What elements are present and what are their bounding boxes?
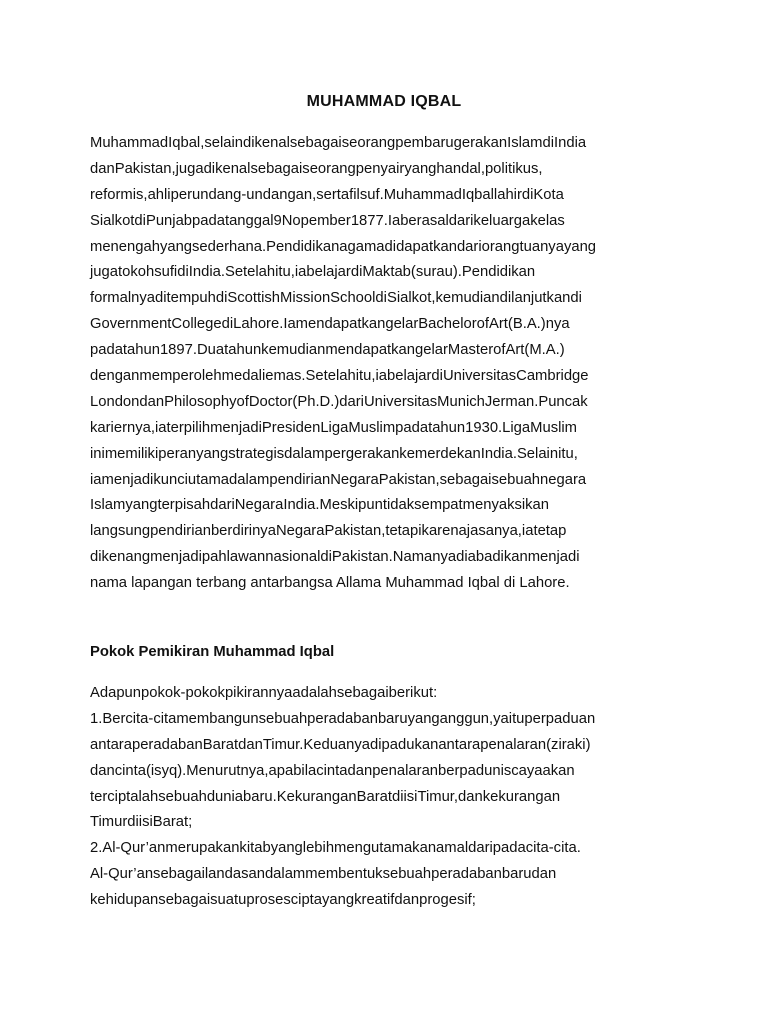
word: pada [395,419,429,436]
word: yang [407,710,440,727]
word: dilanjutkan [499,290,571,307]
word: Government [90,316,172,333]
paragraph-line [90,235,678,261]
paragraph-line [90,836,678,862]
word: lebih [302,840,335,857]
word: kelas [530,212,565,229]
paragraph-line [90,785,678,811]
word: peradaban [307,710,378,727]
word: Timur, [417,788,459,805]
word: sebagai [250,160,303,177]
word: di [215,290,228,307]
word: suatu [210,892,247,909]
word: 1877. [350,212,388,229]
word: proses [246,892,291,909]
word: Cambridge [516,368,589,385]
word: antara [438,736,481,753]
word: karena [421,523,467,540]
word: jasanya, [466,523,522,540]
word: menjadi [150,549,202,566]
word: agama [339,238,385,255]
word: Munich [437,393,485,410]
word: selain [204,135,243,151]
paragraph-line [90,862,678,888]
word: Muhammad [90,135,169,151]
word: memperoleh [139,368,222,385]
word: kunci [153,471,188,488]
intro-paragraph [90,131,678,597]
word: terpisah [157,497,211,514]
paragraph-line [90,468,678,494]
word: dalam [229,471,270,488]
word: di [570,290,582,307]
word: terciptalah [90,788,159,805]
word: di [521,186,534,203]
word: sebuah [491,471,541,488]
word: anggun, [439,710,494,727]
word: peradaban [431,866,502,883]
word: kemerdekan [399,445,481,462]
paragraph-line [90,364,678,390]
word: penyair [355,160,405,177]
word: merupakan [165,840,240,857]
word: amal [436,840,469,857]
word: Ia [283,316,296,333]
paragraph-line [90,312,678,338]
word: dalam [264,866,306,883]
word: Jerman. [484,393,539,410]
word: dari [339,393,364,410]
word: cita-cita. [525,840,581,857]
word: berdirinya [210,523,276,540]
word: yaitu [493,710,525,727]
word: perpaduan [524,710,596,727]
word: Iqbal, [168,135,205,151]
word: kemudian [261,342,326,359]
word: tahun [428,419,466,436]
word: pikirannya [224,685,293,701]
word: baru. [243,788,277,805]
paragraph-line [90,733,678,759]
word: menjadi [101,471,154,488]
word: India [554,135,587,151]
word: Muhammad [383,186,462,203]
word: Setelah [224,264,276,281]
word: sederhana. [192,238,267,255]
word: yang [159,238,193,255]
word: (Ph.D.) [292,393,340,410]
word: dan [139,393,165,410]
word: dan [531,866,557,883]
word: perundang-undangan, [170,186,317,203]
word: of [476,316,489,333]
word: gelar [415,342,448,359]
word: yang [322,892,355,909]
word: Sialkot [90,212,135,229]
word: gelar [385,316,419,333]
word: lahir [493,186,522,203]
word: pendirian [150,523,211,540]
word: antara [90,736,132,753]
word: London [90,393,140,410]
word: keluarga [473,212,531,229]
word: Iqbal [461,186,494,203]
word: Setelah [305,368,356,385]
word: Mission [280,290,331,307]
word: ini [90,445,105,462]
word: membentuk [305,866,383,883]
word: Master [447,342,494,359]
word: filsuf. [349,186,384,203]
document-title: MUHAMMAD IQBAL [306,93,462,110]
paragraph-line [90,338,678,364]
word: Pakistan, [114,160,176,177]
word: tahun [224,342,262,359]
document-page [90,0,678,1024]
paragraph-line [90,157,678,183]
word: penalaran [372,762,439,779]
word: nasional [265,549,321,566]
word: Pendidikan [461,264,536,281]
word: dikenal [203,160,251,177]
word: Negara [234,497,284,514]
word: Art(B.A.) [489,316,546,333]
word: kekurangan [482,788,561,805]
word: Maktab [362,264,411,281]
word: juga [90,264,118,281]
word: sufi [154,264,178,281]
word: Philosophy [164,393,237,410]
word: peradaban [131,736,203,753]
word: handal, [436,160,485,177]
word: sebuah [258,710,308,727]
word: ditempuh [154,290,216,307]
word: yang [125,497,158,514]
paragraph-line [90,286,678,312]
word: nya [545,316,570,333]
word: Liga [320,419,349,436]
word: menengah [90,238,160,255]
word: strategis [228,445,285,462]
word: formalnya [90,290,155,307]
word: peran [158,445,197,462]
word: 1897. [159,342,197,359]
word: pada [192,212,225,229]
word: di [350,264,363,281]
word: apabila [268,762,317,779]
word: medali [221,368,266,385]
word: mengutamakan [334,840,437,857]
word: (M.A.) [524,342,565,359]
word: ia [294,264,307,281]
word: tanggal [224,212,274,229]
word: 1930. [465,419,503,436]
word: Menurutnya, [186,762,269,779]
word: gerakan [453,135,508,151]
word: Puncak [538,393,588,410]
word: Negara [330,471,379,488]
word: cinta [316,762,348,779]
word: sempat [414,497,463,514]
word: Liga [502,419,531,436]
word: yang [196,445,229,462]
word: Pakistan, [324,523,386,540]
word: berasal [400,212,449,229]
points-paragraph [90,681,678,914]
word: dari [210,497,235,514]
word: pokok-pokok [141,685,225,701]
word: yang [563,238,597,255]
word: belajar [306,264,351,281]
word: Adapun [90,685,142,701]
word: Art [505,342,525,359]
word: Presiden [261,419,321,436]
word: (isyq). [145,762,187,779]
paragraph-line [90,442,678,468]
word: itu, [355,368,376,385]
word: sebuah [158,788,207,805]
word: langsung [90,523,151,540]
paragraph-line [90,390,678,416]
word: diisi [127,814,153,831]
word: Negara [275,523,325,540]
word: (surau). [410,264,462,281]
word: 1. [90,710,103,727]
paragraph-line [90,545,678,571]
word: mendapatkan [295,316,386,333]
word: orang [481,238,520,255]
word: sebagai [289,135,342,151]
word: utama [187,471,230,488]
paragraph-line [90,810,678,836]
word: menjadi [527,549,580,566]
word: dan [238,736,263,753]
word: Kekurangan [276,788,357,805]
word: niscaya [492,762,543,779]
word: ia [90,471,102,488]
word: Doctor [248,393,293,410]
word: menyaksikan [462,497,550,514]
word: yang [270,840,303,857]
word: sebagai [439,471,492,488]
word: Scottish [227,290,281,307]
paragraph-line [90,183,678,209]
word: dari [448,212,474,229]
word: Meskipun [319,497,383,514]
word: of [236,393,249,410]
word: tetap [533,523,567,540]
word: sebagai [153,866,205,883]
word: di [320,549,332,566]
word: Pendidikan [266,238,340,255]
word: 9 [273,212,282,229]
word: dan [90,160,115,177]
word: sebagai [336,685,389,701]
word: baru [377,710,408,727]
word: Barat [202,736,239,753]
word: Universitas [363,393,438,410]
word: ia [375,368,387,385]
word: yang [404,160,437,177]
word: ia [521,523,534,540]
word: Al-Qur’an [102,840,166,857]
word: dan [458,788,483,805]
word: India. [283,497,320,514]
word: Islam [90,497,126,514]
word: kariernya, [90,419,155,436]
word: akan [542,762,575,779]
word: mendapatkan [325,342,416,359]
word: Keduanya [303,736,371,753]
word: di [221,316,234,333]
word: Bercita-cita [102,710,177,727]
word: dalam [284,445,325,462]
word: ahli [147,186,171,203]
word: berpadu [438,762,493,779]
word: di [431,368,443,385]
word: di [134,212,146,229]
word: Lahore. [233,316,284,333]
word: adalah [292,685,337,701]
word: penalaran [480,736,547,753]
word: ia [154,419,167,436]
paragraph-line [90,260,678,286]
word: dipadukan [370,736,439,753]
word: Islam [507,135,543,151]
word: baru [501,866,532,883]
word: dan [347,762,373,779]
word: seorang [302,160,356,177]
word: (ziraki) [546,736,591,753]
word: India. [480,445,517,462]
word: berikut: [388,685,438,701]
paragraph-line [90,707,678,733]
word: Barat; [152,814,193,831]
word: didapatkan [384,238,457,255]
word: landasan [204,866,265,883]
word: tokoh [117,264,155,281]
word: itu, [558,445,578,462]
word: dan [90,762,115,779]
word: Selain [516,445,559,462]
word: tuanya [519,238,564,255]
word: Sialkot, [386,290,436,307]
word: kehidupan [90,892,159,909]
word: terpilih [166,419,211,436]
word: dikenal [243,135,290,151]
word: diabadikan [456,549,528,566]
word: dunia [206,788,244,805]
word: pahlawan [201,549,266,566]
word: tetapi [385,523,422,540]
word: College [171,316,222,333]
word: sebagai [158,892,211,909]
word: Nopember [281,212,351,229]
word: dikenang [90,549,151,566]
word: cipta [290,892,323,909]
paragraph-line [90,209,678,235]
paragraph-line [90,888,678,914]
word: pendirian [269,471,331,488]
word: Muslim [530,419,577,436]
word: pada [90,342,123,359]
word: Kota [533,186,564,203]
word: pergerakan [324,445,400,462]
word: negara [540,471,587,488]
word: Universitas [442,368,517,385]
word: Muslim [348,419,396,436]
word: Dua [196,342,225,359]
word: memiliki [104,445,159,462]
word: dari [456,238,482,255]
word: di [375,290,387,307]
word: pembaru [395,135,454,151]
word: emas. [265,368,306,385]
word: di [177,264,189,281]
word: menjadi [210,419,262,436]
paragraph-line [90,131,678,157]
word: Namanya [392,549,457,566]
word: serta [316,186,350,203]
word: juga [175,160,204,177]
word: kemudian [435,290,500,307]
word: tahun [122,342,160,359]
word: Al-Qur’an [90,866,154,883]
word: Timur. [262,736,304,753]
paragraph-line [90,519,678,545]
word: Ia [387,212,401,229]
word: Barat [356,788,392,805]
paragraph-line [90,416,678,442]
paragraph-line: nama lapangan terbang antarbangsa Allama Muhammad Iqbal di Lahore. [90,575,570,592]
paragraph-line [90,493,678,519]
word: reformis, [90,186,148,203]
word: di [542,135,554,151]
section-heading: Pokok Pemikiran Muhammad Iqbal [90,644,335,660]
word: kitab [239,840,271,857]
word: India. [188,264,225,281]
word: progesif; [419,892,476,909]
word: dan [394,892,420,909]
word: daripada [468,840,526,857]
paragraph-line [90,759,678,785]
word: Pakistan. [331,549,393,566]
word: politikus, [484,160,543,177]
word: tidak [382,497,415,514]
word: membangun [176,710,259,727]
word: of [493,342,506,359]
word: kreatif [354,892,395,909]
word: dengan [90,368,140,385]
paragraph-line [90,681,678,707]
word: itu, [275,264,295,281]
word: belajar [387,368,432,385]
word: cinta [114,762,146,779]
word: Pakistan, [378,471,440,488]
word: School [330,290,376,307]
word: 2. [90,840,103,857]
word: seorang [341,135,396,151]
word: Timur [90,814,128,831]
word: Bachelor [418,316,477,333]
word: sebuah [382,866,432,883]
word: Punjab [145,212,193,229]
word: diisi [391,788,418,805]
